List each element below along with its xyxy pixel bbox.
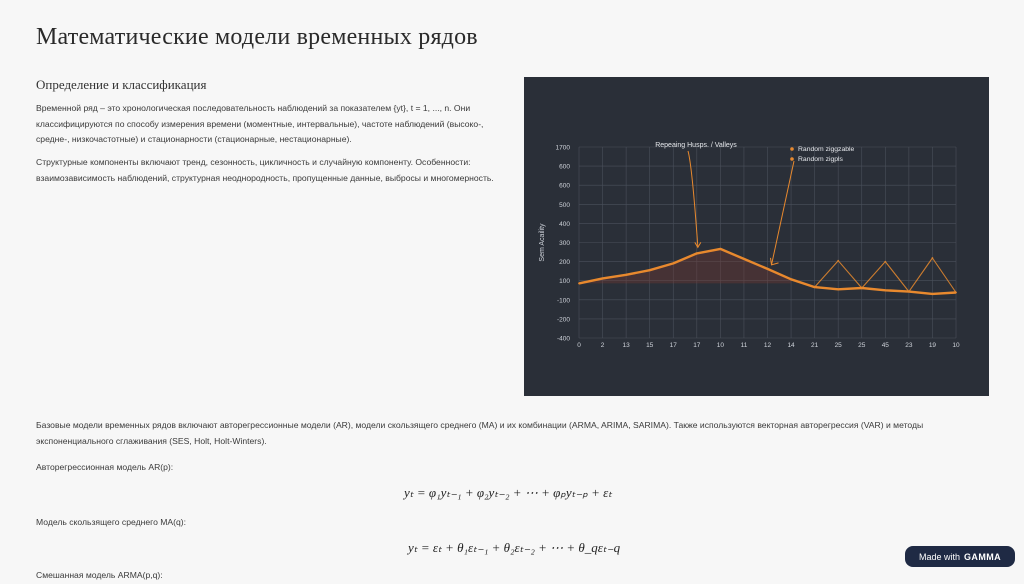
ar-model-label: Авторегрессионная модель AR(p): [36, 462, 174, 472]
data-point [908, 291, 910, 293]
data-point [578, 283, 580, 285]
data-point [602, 278, 604, 280]
x-tick-label: 0 [577, 342, 581, 349]
y-tick-label: 200 [559, 259, 570, 267]
data-point [837, 260, 839, 262]
arma-model-label: Смешанная модель ARMA(p,q): [36, 570, 163, 580]
data-point [932, 293, 934, 295]
data-point [790, 278, 792, 280]
x-tick-label: 11 [740, 342, 748, 349]
y-tick-label: 300 [559, 240, 570, 247]
legend-marker [790, 157, 794, 161]
gamma-logo: GAMMA [964, 551, 1002, 562]
data-point [767, 268, 769, 270]
x-tick-label: 25 [858, 342, 866, 349]
made-with-gamma-badge[interactable] [905, 546, 1015, 567]
legend-marker [790, 147, 794, 151]
ar-formula: yₜ = φ₁yₜ₋₁ + φ₂yₜ₋₂ + ⋯ + φₚyₜ₋ₚ + εₜ [404, 485, 613, 500]
data-point [837, 288, 839, 290]
x-tick-label: 19 [928, 342, 937, 349]
x-tick-label: 14 [787, 342, 795, 349]
x-tick-label: 2 [600, 342, 605, 349]
y-tick-label: 500 [559, 201, 570, 209]
chart-panel [524, 77, 989, 396]
section-subtitle: Определение и классификация [36, 77, 207, 92]
x-tick-label: 12 [763, 342, 772, 349]
legend-label: Random zigpls [798, 156, 843, 163]
components-paragraph: Структурные компоненты включают тренд, сезонность, цикличность и случайную компоненту. Особенности: взаимозависимость наблюдений, структурная неоднородность, пропущенные данные, выбросы и многомерность. [36, 157, 494, 183]
y-tick-label: 1700 [555, 144, 570, 152]
chart-annotation: Repeaing Husps. / Valleys [655, 142, 737, 149]
data-point [884, 261, 886, 263]
data-point [932, 257, 934, 259]
x-tick-label: 25 [834, 342, 842, 349]
x-tick-label: 17 [669, 342, 677, 349]
time-series-chart [524, 77, 989, 396]
data-point [719, 248, 721, 250]
x-tick-label: 45 [881, 342, 889, 349]
x-tick-label: 10 [716, 342, 724, 349]
y-tick-label: 100 [559, 278, 570, 286]
page-title: Математические модели временных рядов [36, 24, 478, 50]
data-point [625, 274, 627, 276]
x-tick-label: 21 [811, 342, 819, 349]
y-tick-label: -100 [556, 297, 570, 305]
x-tick-label: 23 [905, 342, 913, 349]
y-tick-label: 600 [559, 163, 570, 171]
x-tick-label: 15 [646, 342, 654, 349]
x-tick-label: 17 [693, 342, 701, 349]
y-axis-label: Sem Acaility [539, 223, 546, 262]
x-tick-label: 13 [622, 342, 630, 349]
x-tick-label: 10 [952, 342, 960, 349]
y-tick-label: 400 [559, 220, 570, 228]
annotation-arrow-1 [688, 151, 698, 246]
y-tick-label: 600 [559, 182, 570, 190]
annotation-arrow-2 [772, 161, 795, 265]
data-point [814, 286, 816, 288]
data-point [884, 289, 886, 291]
y-tick-label: -200 [556, 316, 570, 324]
base-models-paragraph: Базовые модели временных рядов включают авторегрессионные модели (AR), модели скользящего среднего (MA) и их комбинации (ARMA, ARIMA, SARIMA). Также используются векторная авторегрессия (VAR) и методы экспоненциального сглаживания (SES, Holt, Holt-Winters). [36, 420, 924, 446]
data-point [955, 292, 957, 294]
ma-formula: yₜ = εₜ + θ₁εₜ₋₁ + θ₂εₜ₋₂ + ⋯ + θ_qεₜ₋q [408, 540, 621, 555]
data-point [696, 253, 698, 255]
legend-label: Random ziggzable [798, 146, 855, 153]
ma-model-label: Модель скользящего среднего MA(q): [36, 517, 187, 527]
data-point [649, 269, 651, 271]
data-point [743, 258, 745, 260]
data-point [861, 287, 863, 289]
data-point [672, 263, 674, 265]
definition-paragraph: Временной ряд – это хронологическая последовательность наблюдений за показателем {yt}, t = 1, ..., n. Они классифицируются по способу измерения времени (моментные, интервальные), частоте наблюдений (высоко-, средне-, низкочастотные) и стационарности (стационарные, нестационарные). [36, 103, 484, 144]
badge-text: Made with [918, 551, 961, 562]
y-tick-label: -400 [556, 335, 570, 343]
